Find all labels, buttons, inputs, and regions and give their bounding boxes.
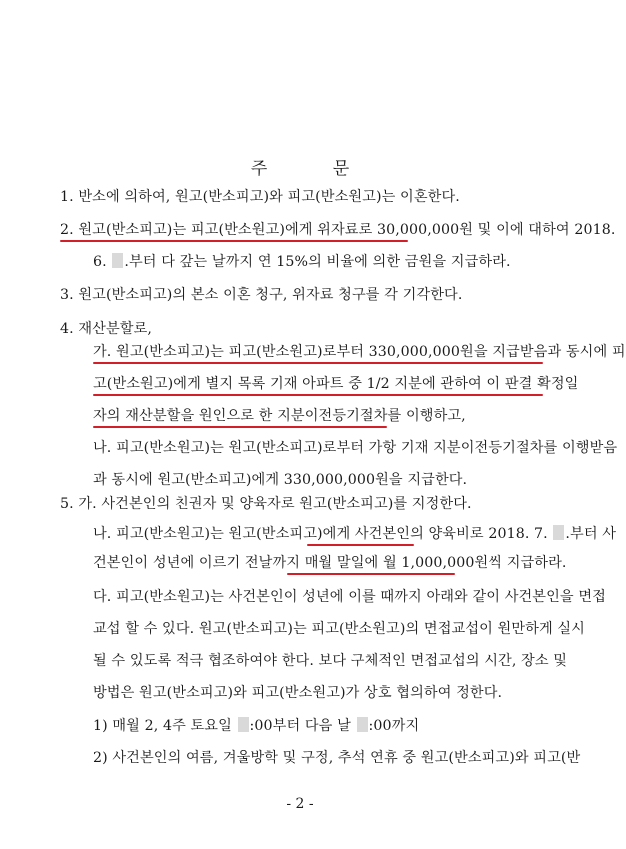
order-item-4: 4. 재산분할로, (60, 321, 152, 337)
order-item-5-da-line1: 다. 피고(반소원고)는 사건본인이 성년에 이를 때까지 아래와 같이 사건본인을 면접 (93, 589, 606, 605)
underline-mark (93, 426, 387, 428)
order-item-2: 2. 원고(반소피고)는 피고(반소원고)에게 위자료로 30,000,000원 및 이에 대하여 2018. (60, 222, 616, 238)
document-title: 주 문 (250, 159, 380, 179)
order-item-2-continued: 6. .부터 다 갚는 날까지 연 15%의 비율에 의한 금원을 지급하라. (93, 254, 511, 270)
underline-mark (60, 240, 408, 242)
redaction-mark (112, 253, 123, 268)
underline-mark (287, 573, 455, 575)
order-item-5-da-line3: 될 수 있도록 적극 협조하여야 한다. 보다 구체적인 면접교섭의 시간, 장소 및 (93, 653, 568, 669)
visitation-item-1: 1) 매월 2, 4주 토요일 :00부터 다음 날 :00까지 (93, 718, 420, 734)
underline-mark (93, 394, 543, 396)
order-item-5: 5. 가. 사건본인의 친권자 및 양육자로 원고(반소피고)를 지정한다. (60, 496, 472, 512)
order-item-5-da-line4: 방법은 원고(반소피고)와 피고(반소원고)가 상호 협의하여 정한다. (93, 685, 503, 701)
underline-mark (93, 362, 543, 364)
order-item-4-na-line2: 과 동시에 원고(반소피고)에게 330,000,000원을 지급한다. (93, 472, 468, 488)
order-item-4-ga-line3: 자의 재산분할을 원인으로 한 지분이전등기절차를 이행하고, (93, 408, 466, 424)
order-item-5-na-line2: 건본인이 성년에 이르기 전날까지 매월 말일에 월 1,000,000원씩 지급하라. (93, 555, 567, 571)
order-item-4-na-line1: 나. 피고(반소원고)는 원고(반소피고)로부터 가항 기재 지분이전등기절차를 이행받음 (93, 440, 618, 456)
visitation-item-2: 2) 사건본인의 여름, 겨울방학 및 구정, 추석 연휴 중 원고(반소피고)와 피고(반 (93, 750, 581, 766)
order-item-4-ga-line1: 가. 원고(반소피고)는 피고(반소원고)로부터 330,000,000원을 지급받음과 동시에 피 (93, 344, 626, 360)
order-item-1: 1. 반소에 의하여, 원고(반소피고)와 피고(반소원고)는 이혼한다. (60, 189, 460, 205)
order-item-5-da-line2: 교섭 할 수 있다. 원고(반소피고)는 피고(반소원고)의 면접교섭이 원만하게 실시 (93, 621, 585, 637)
page-number: - 2 - (286, 796, 314, 812)
order-item-3: 3. 원고(반소피고)의 본소 이혼 청구, 위자료 청구를 각 기각한다. (60, 287, 463, 303)
order-item-5-na-line1: 나. 피고(반소원고)는 원고(반소피고)에게 사건본인의 양육비로 2018. 7. .부터 사 (93, 526, 617, 542)
underline-mark (307, 544, 414, 546)
redaction-mark (553, 525, 564, 540)
order-item-4-ga-line2: 고(반소원고)에게 별지 목록 기재 아파트 중 1/2 지분에 관하여 이 판결 확정일 (93, 376, 579, 392)
redaction-mark (238, 717, 249, 732)
redaction-mark (357, 717, 368, 732)
